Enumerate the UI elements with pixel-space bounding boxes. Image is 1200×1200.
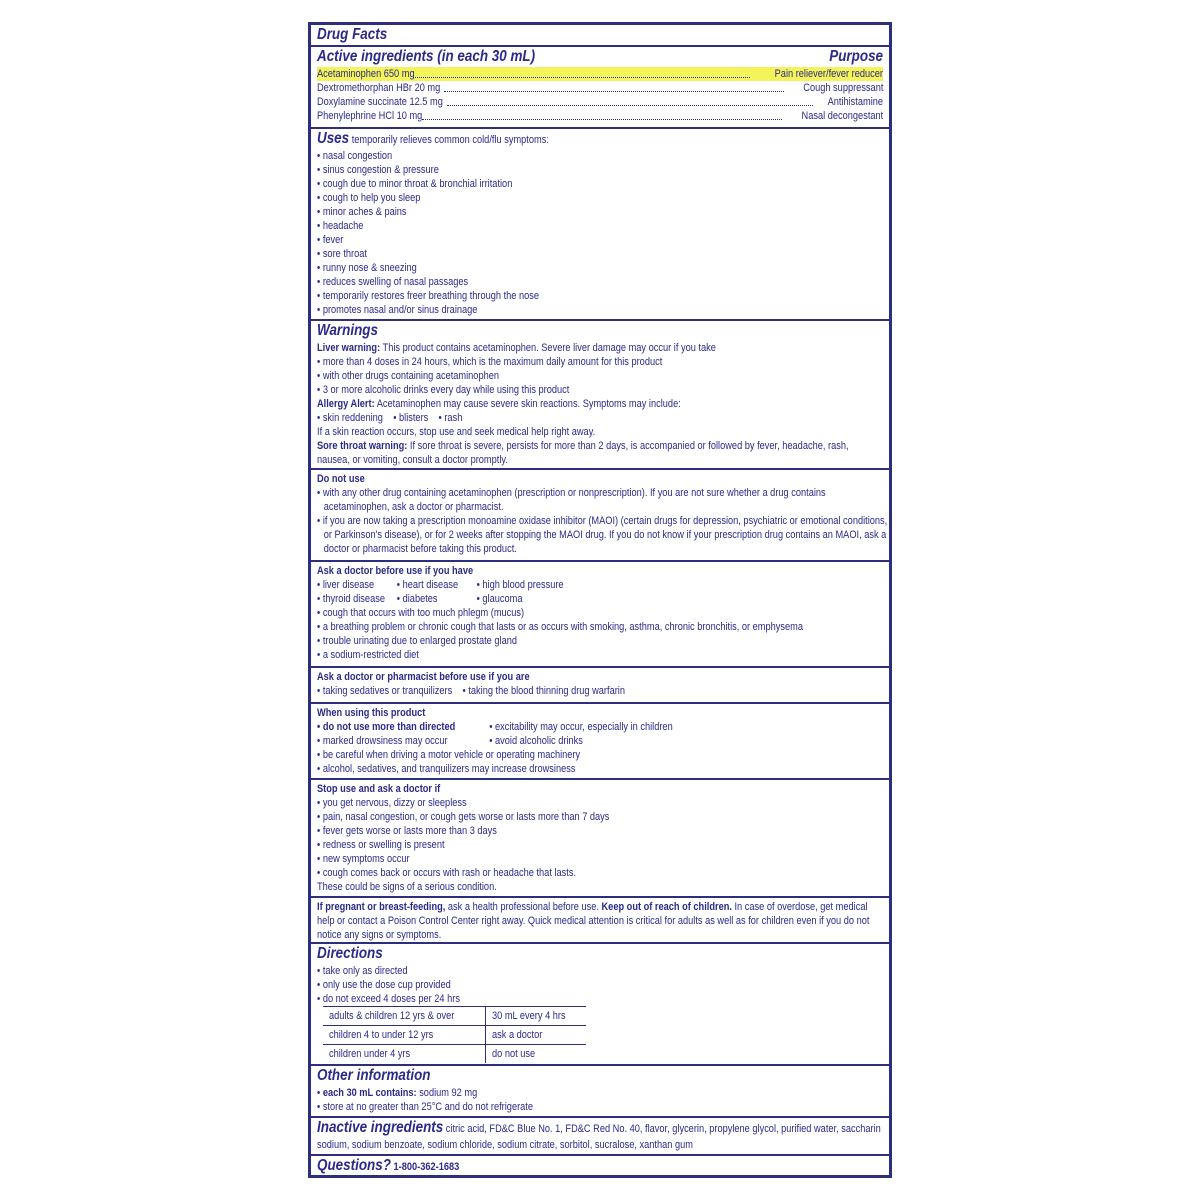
- questions-section: [311, 1154, 889, 1178]
- list-item: • more than 4 doses in 24 hours, which is the maximum daily amount for this product: [317, 356, 663, 368]
- sore-throat-label: Sore throat warning:: [317, 440, 408, 452]
- do-not-use-section: [311, 468, 889, 560]
- allergy-alert-label: Allergy Alert:: [317, 398, 375, 410]
- stop-use-heading: Stop use and ask a doctor if: [317, 783, 441, 795]
- when-using-section: [311, 702, 889, 778]
- list-item: • store at no greater than 25°C and do not refrigerate: [317, 1101, 534, 1113]
- ingredient-row: [317, 95, 883, 109]
- inactive-text: citric acid, FD&C Blue No. 1, FD&C Red No. 40, flavor, glycerin, propylene glycol, purified water, saccharin sodium, sodium benzoate, sodium chloride, sodium citrate, sorbitol, sucralose, xanthan gum: [317, 1123, 881, 1151]
- liver-warning-label: Liver warning:: [317, 342, 381, 354]
- other-info-heading: Other information: [317, 1067, 431, 1084]
- when-using-row: • do not use more than directed • excitability may occur, especially in children: [317, 721, 673, 733]
- table-row: adults & children 12 yrs & over 30 mL every 4 hrs: [323, 1007, 586, 1026]
- list-item: • you get nervous, dizzy or sleepless: [317, 797, 467, 809]
- uses-section: [311, 127, 889, 321]
- ingredient-row: [317, 67, 883, 81]
- list-item: • with any other drug containing acetaminophen (prescription or nonprescription). If you are not sure whether a drug contains acetaminophen, ask a doctor or pharmacist.: [317, 487, 826, 513]
- pharmacist-items: • taking sedatives or tranquilizers • taking the blood thinning drug warfarin: [317, 685, 625, 697]
- active-header: [317, 47, 883, 67]
- pregnant-text: ask a health professional before use.: [447, 901, 599, 913]
- list-item: • reduces swelling of nasal passages: [317, 276, 469, 288]
- stop-use-list: [317, 796, 883, 880]
- pregnancy-section: [311, 896, 889, 944]
- uses-list: [317, 149, 883, 317]
- directions-heading: Directions: [317, 945, 383, 962]
- list-item: • runny nose & sneezing: [317, 262, 417, 274]
- liver-warning-text: This product contains acetaminophen. Severe liver damage may occur if you take: [382, 342, 716, 354]
- list-item: • cough comes back or occurs with rash or headache that lasts.: [317, 867, 577, 879]
- list-item: • cough that occurs with too much phlegm (mucus): [317, 607, 525, 619]
- list-item: • sinus congestion & pressure: [317, 164, 439, 176]
- list-item: • alcohol, sedatives, and tranquilizers may increase drowsiness: [317, 763, 576, 775]
- ingredient-purpose: Antihistamine: [827, 96, 883, 108]
- list-item: • redness or swelling is present: [317, 839, 445, 851]
- condition-row: • thyroid disease • diabetes • glaucoma: [317, 593, 523, 605]
- list-item: • trouble urinating due to enlarged prostate gland: [317, 635, 517, 647]
- table-row: children 4 to under 12 yrs ask a doctor: [323, 1026, 586, 1045]
- list-item: • with other drugs containing acetaminophen: [317, 370, 500, 382]
- overdose-text: In case of overdose, get medical help or contact a Poison Control Center right away. Quick medical attention is critical for adults as well as for children even if you do not notice any signs or symptoms.: [317, 901, 870, 941]
- ingredient-name: Acetaminophen 650 mg: [317, 68, 415, 80]
- uses-intro: temporarily relieves common cold/flu symptoms:: [351, 134, 549, 146]
- list-item: • fever gets worse or lasts more than 3 days: [317, 825, 497, 837]
- pregnant-label: If pregnant or breast-feeding,: [317, 901, 446, 913]
- inactive-ingredients-section: [311, 1116, 889, 1154]
- active-heading: Active ingredients (in each 30 mL): [317, 48, 536, 65]
- list-item: • cough due to minor throat & bronchial irritation: [317, 178, 513, 190]
- ingredient-name: Phenylephrine HCl 10 mg: [317, 110, 423, 122]
- do-not-use-heading: Do not use: [317, 473, 365, 485]
- drug-facts-panel: [308, 22, 892, 1178]
- uses-heading: Uses: [317, 130, 350, 147]
- ingredient-row: [317, 109, 883, 123]
- list-item: • take only as directed: [317, 965, 408, 977]
- active-ingredients-section: [311, 25, 889, 125]
- keep-out-text: Keep out of reach of children.: [601, 901, 732, 913]
- list-item: • nasal congestion: [317, 150, 393, 162]
- stop-use-after: These could be signs of a serious condition.: [317, 881, 497, 893]
- allergy-symptoms: • skin reddening • blisters • rash: [317, 412, 463, 424]
- list-item: • a breathing problem or chronic cough that lasts or as occurs with smoking, asthma, chronic bronchitis, or emphysema: [317, 621, 804, 633]
- ask-pharmacist-heading: Ask a doctor or pharmacist before use if you are: [317, 671, 530, 683]
- directions-section: [311, 942, 889, 1064]
- list-item: • if you are now taking a prescription monoamine oxidase inhibitor (MAOI) (certain drugs for depression, psychiatric or emotional conditions, or Parkinson's disease), or for 2 weeks after stopping the MAOI drug. If you do not know if your prescription drug contains an MAOI, ask a doctor or pharmacist before taking this product.: [317, 515, 888, 555]
- list-item: • promotes nasal and/or sinus drainage: [317, 304, 478, 316]
- drug-facts-title: Drug Facts: [317, 26, 388, 43]
- questions-heading: Questions?: [317, 1157, 391, 1174]
- inactive-heading: Inactive ingredients: [317, 1119, 444, 1136]
- list-item: • a sodium-restricted diet: [317, 649, 419, 661]
- when-using-heading: When using this product: [317, 707, 426, 719]
- condition-row: • liver disease • heart disease • high blood pressure: [317, 579, 564, 591]
- allergy-alert-text: Acetaminophen may cause severe skin reactions. Symptoms may include:: [376, 398, 681, 410]
- list-item: • only use the dose cup provided: [317, 979, 451, 991]
- list-item: • cough to help you sleep: [317, 192, 421, 204]
- ask-pharmacist-section: [311, 666, 889, 702]
- list-item: • pain, nasal congestion, or cough gets worse or lasts more than 7 days: [317, 811, 610, 823]
- list-item: • be careful when driving a motor vehicle or operating machinery: [317, 749, 581, 761]
- ingredient-name: Doxylamine succinate 12.5 mg: [317, 96, 443, 108]
- dosage-table: [323, 1006, 586, 1063]
- list-item: • temporarily restores freer breathing through the nose: [317, 290, 540, 302]
- list-item: • new symptoms occur: [317, 853, 410, 865]
- stop-use-section: [311, 778, 889, 896]
- ingredient-row: [317, 81, 883, 95]
- list-item: • 3 or more alcoholic drinks every day while using this product: [317, 384, 570, 396]
- table-row: children under 4 yrs do not use: [323, 1045, 586, 1064]
- warnings-section: [311, 319, 889, 465]
- list-item: • headache: [317, 220, 364, 232]
- ingredient-purpose: Nasal decongestant: [801, 110, 883, 122]
- purpose-heading: Purpose: [829, 48, 883, 65]
- ask-doctor-section: [311, 560, 889, 664]
- ingredient-purpose: Pain reliever/fever reducer: [774, 68, 883, 80]
- list-item: • do not exceed 4 doses per 24 hrs: [317, 993, 460, 1005]
- sore-throat-text: If sore throat is severe, persists for more than 2 days, is accompanied or followed by fever, headache, rash, nausea, or vomiting, consult a doctor promptly.: [317, 440, 849, 466]
- ask-doctor-heading: Ask a doctor before use if you have: [317, 565, 474, 577]
- allergy-after: If a skin reaction occurs, stop use and seek medical help right away.: [317, 426, 596, 438]
- list-item: • minor aches & pains: [317, 206, 407, 218]
- ingredient-name: Dextromethorphan HBr 20 mg: [317, 82, 441, 94]
- list-item: • fever: [317, 234, 344, 246]
- warnings-heading: Warnings: [317, 322, 378, 339]
- list-item: • sore throat: [317, 248, 367, 260]
- other-information-section: [311, 1064, 889, 1116]
- when-using-row: • marked drowsiness may occur • avoid alcoholic drinks: [317, 735, 583, 747]
- ingredient-purpose: Cough suppressant: [802, 82, 883, 94]
- list-item: • each 30 mL contains: sodium 92 mg: [317, 1087, 478, 1099]
- phone-number: 1-800-362-1683: [393, 1161, 460, 1173]
